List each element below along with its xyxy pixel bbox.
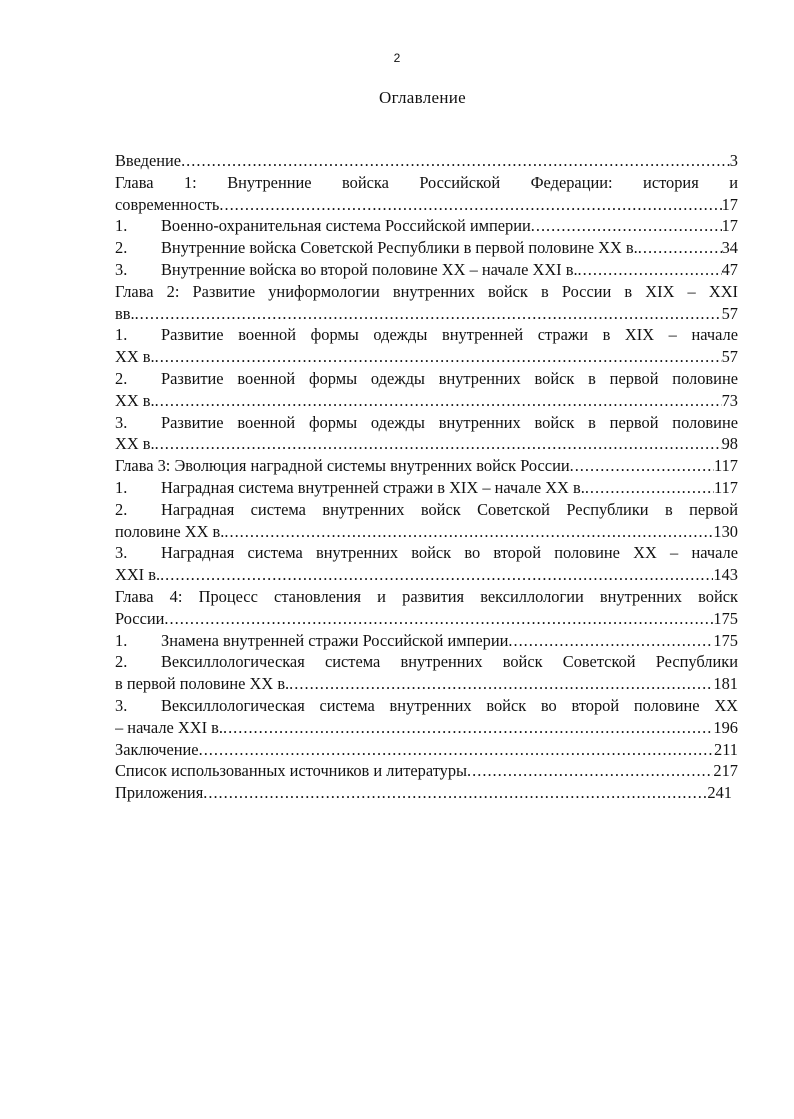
page-title: Оглавление bbox=[379, 88, 466, 107]
toc-entry-label: Наградная система внутренних войск Советской Республики в первой bbox=[161, 499, 738, 519]
toc-entry-label: XX в. bbox=[115, 390, 155, 410]
toc-entry-page: 47 bbox=[721, 259, 738, 279]
toc-entry-page: 175 bbox=[713, 630, 738, 650]
dot-leader bbox=[160, 564, 713, 586]
toc-section-2-1[interactable] bbox=[115, 324, 738, 346]
toc-chapter-2-title[interactable]: Глава 2: Развитие униформологии внутренних войск в России в XIX – XXI bbox=[115, 281, 738, 301]
toc-entry-page: 130 bbox=[713, 521, 738, 541]
toc-section-4-2-cont[interactable] bbox=[115, 673, 738, 695]
section-number: 2. bbox=[115, 499, 128, 519]
dot-leader bbox=[135, 303, 722, 325]
section-number: 1. bbox=[115, 325, 128, 345]
toc-entry-page: 117 bbox=[714, 456, 738, 476]
toc-entry-label: в первой половине XX в. bbox=[115, 674, 290, 694]
dot-leader bbox=[508, 630, 713, 652]
toc-entry-label: вв. bbox=[115, 303, 135, 323]
toc-section-4-2[interactable] bbox=[115, 651, 738, 673]
toc-section-3-2[interactable] bbox=[115, 499, 738, 521]
section-number: 3. bbox=[115, 259, 128, 279]
dot-leader bbox=[155, 390, 722, 412]
toc-entry-page: 73 bbox=[721, 390, 738, 410]
dot-leader bbox=[531, 215, 722, 237]
toc-entry-label: – начале XXI в. bbox=[115, 717, 223, 737]
section-number: 2. bbox=[115, 238, 128, 258]
dot-leader bbox=[224, 521, 713, 543]
toc-entry-label: Внутренние войска во второй половине XX – начале XXI в. bbox=[161, 259, 578, 279]
dot-leader bbox=[638, 237, 722, 259]
toc-entry-label: XX в. bbox=[115, 434, 155, 454]
toc-entry-page: 98 bbox=[721, 434, 738, 454]
dot-leader bbox=[467, 760, 713, 782]
toc-entry-page: 57 bbox=[721, 347, 738, 367]
toc-entry-page: 196 bbox=[713, 717, 738, 737]
toc-section-2-1-cont[interactable] bbox=[115, 346, 738, 368]
toc-entry-label: Приложения bbox=[115, 783, 204, 803]
toc-section-2-3-cont[interactable] bbox=[115, 433, 738, 455]
toc-entry-page: 34 bbox=[721, 238, 738, 258]
dot-leader bbox=[585, 477, 714, 499]
toc-section-3-1[interactable] bbox=[115, 477, 738, 499]
section-number: 1. bbox=[115, 630, 128, 650]
toc-entry-page: 3 bbox=[729, 151, 738, 170]
dot-leader bbox=[199, 739, 714, 761]
dot-leader bbox=[155, 346, 722, 368]
toc-entry-page: 17 bbox=[721, 194, 738, 214]
dot-leader bbox=[223, 717, 713, 739]
toc-entry-intro[interactable] bbox=[115, 150, 738, 172]
section-number: 3. bbox=[115, 543, 128, 563]
page-number: 2 bbox=[393, 51, 401, 65]
section-number: 1. bbox=[115, 477, 128, 497]
section-number: 2. bbox=[115, 368, 128, 388]
section-number: 2. bbox=[115, 652, 128, 672]
dot-leader bbox=[578, 259, 722, 281]
toc-entry-label: Развитие военной формы одежды внутренней стражи в XIX – начале bbox=[161, 325, 738, 345]
toc-entry-label: Развитие военной формы одежды внутренних войск в первой половине bbox=[161, 368, 738, 388]
toc-entry-label: Список использованных источников и литературы bbox=[115, 761, 468, 781]
section-number: 1. bbox=[115, 216, 128, 236]
toc-section-1-2[interactable] bbox=[115, 237, 738, 259]
toc-section-4-3[interactable] bbox=[115, 695, 738, 717]
toc-entry-page: 181 bbox=[713, 674, 738, 694]
toc-entry-page: 217 bbox=[713, 761, 738, 781]
toc-entry-label: Наградная система внутренних войск во второй половине XX – начале bbox=[161, 543, 738, 563]
toc-entry-conclusion[interactable] bbox=[115, 739, 738, 761]
toc-section-4-3-cont[interactable] bbox=[115, 717, 738, 739]
dot-leader bbox=[181, 150, 730, 172]
toc-chapter-4-cont[interactable] bbox=[115, 608, 738, 630]
toc-section-2-3[interactable] bbox=[115, 412, 738, 434]
toc-section-3-3-cont[interactable] bbox=[115, 564, 738, 586]
toc-entry-page: 175 bbox=[713, 608, 738, 628]
toc-entry-label: половине XX в. bbox=[115, 521, 225, 541]
toc-entry-page: 241 bbox=[707, 783, 732, 803]
toc-entry-label: Вексиллологическая система внутренних войск Советской Республики bbox=[161, 652, 738, 672]
toc-entry-page: 211 bbox=[714, 739, 738, 759]
toc-entry-label: Знамена внутренней стражи Российской империи bbox=[161, 630, 509, 650]
toc-entry-page: 57 bbox=[721, 303, 738, 323]
dot-leader bbox=[219, 194, 721, 216]
toc-section-1-3[interactable] bbox=[115, 259, 738, 281]
toc-entry-label: Глава 3: Эволюция наградной системы внутренних войск России bbox=[115, 456, 570, 476]
section-number: 3. bbox=[115, 695, 128, 715]
toc-entry-page: 17 bbox=[721, 216, 738, 236]
dot-leader bbox=[289, 673, 713, 695]
toc-section-3-2-cont[interactable] bbox=[115, 521, 738, 543]
toc-section-4-1[interactable] bbox=[115, 630, 738, 652]
toc-entry-label: Развитие военной формы одежды внутренних войск в первой половине bbox=[161, 412, 738, 432]
toc-entry-label: XXI в. bbox=[115, 565, 161, 585]
toc-chapter-4-title[interactable]: Глава 4: Процесс становления и развития вексиллологии внутренних войск bbox=[115, 586, 738, 606]
toc-entry-label: XX в. bbox=[115, 347, 155, 367]
toc-entry-label: России bbox=[115, 608, 165, 628]
toc-chapter-2-cont[interactable] bbox=[115, 303, 738, 325]
toc-entry-label: Введение bbox=[115, 151, 182, 170]
toc-entry-label: Военно-охранительная система Российской империи bbox=[161, 216, 531, 236]
toc-entry-label: современность bbox=[115, 194, 220, 214]
table-of-contents bbox=[115, 150, 738, 804]
toc-chapter-3-title[interactable] bbox=[115, 455, 738, 477]
toc-section-3-3[interactable] bbox=[115, 542, 738, 564]
toc-chapter-1-cont[interactable] bbox=[115, 194, 738, 216]
toc-section-2-2[interactable] bbox=[115, 368, 738, 390]
toc-section-2-2-cont[interactable] bbox=[115, 390, 738, 412]
section-number: 3. bbox=[115, 412, 128, 432]
dot-leader bbox=[570, 455, 714, 477]
toc-entry-label: Вексиллологическая система внутренних войск во второй половине XX bbox=[161, 695, 738, 715]
dot-leader bbox=[203, 782, 707, 804]
toc-section-1-1[interactable] bbox=[115, 215, 738, 237]
dot-leader bbox=[164, 608, 713, 630]
dot-leader bbox=[155, 433, 722, 455]
toc-entry-page: 117 bbox=[714, 477, 738, 497]
toc-entry-appendix[interactable] bbox=[115, 782, 732, 804]
toc-entry-label: Внутренние войска Советской Республики в первой половине XX в. bbox=[161, 238, 638, 258]
toc-chapter-1-title[interactable]: Глава 1: Внутренние войска Российской Федерации: история и bbox=[115, 172, 738, 192]
toc-entry-sources[interactable] bbox=[115, 760, 738, 782]
toc-entry-label: Наградная система внутренней стражи в XIX – начале XX в. bbox=[161, 477, 585, 497]
toc-entry-label: Заключение bbox=[115, 739, 199, 759]
toc-entry-page: 143 bbox=[713, 565, 738, 585]
